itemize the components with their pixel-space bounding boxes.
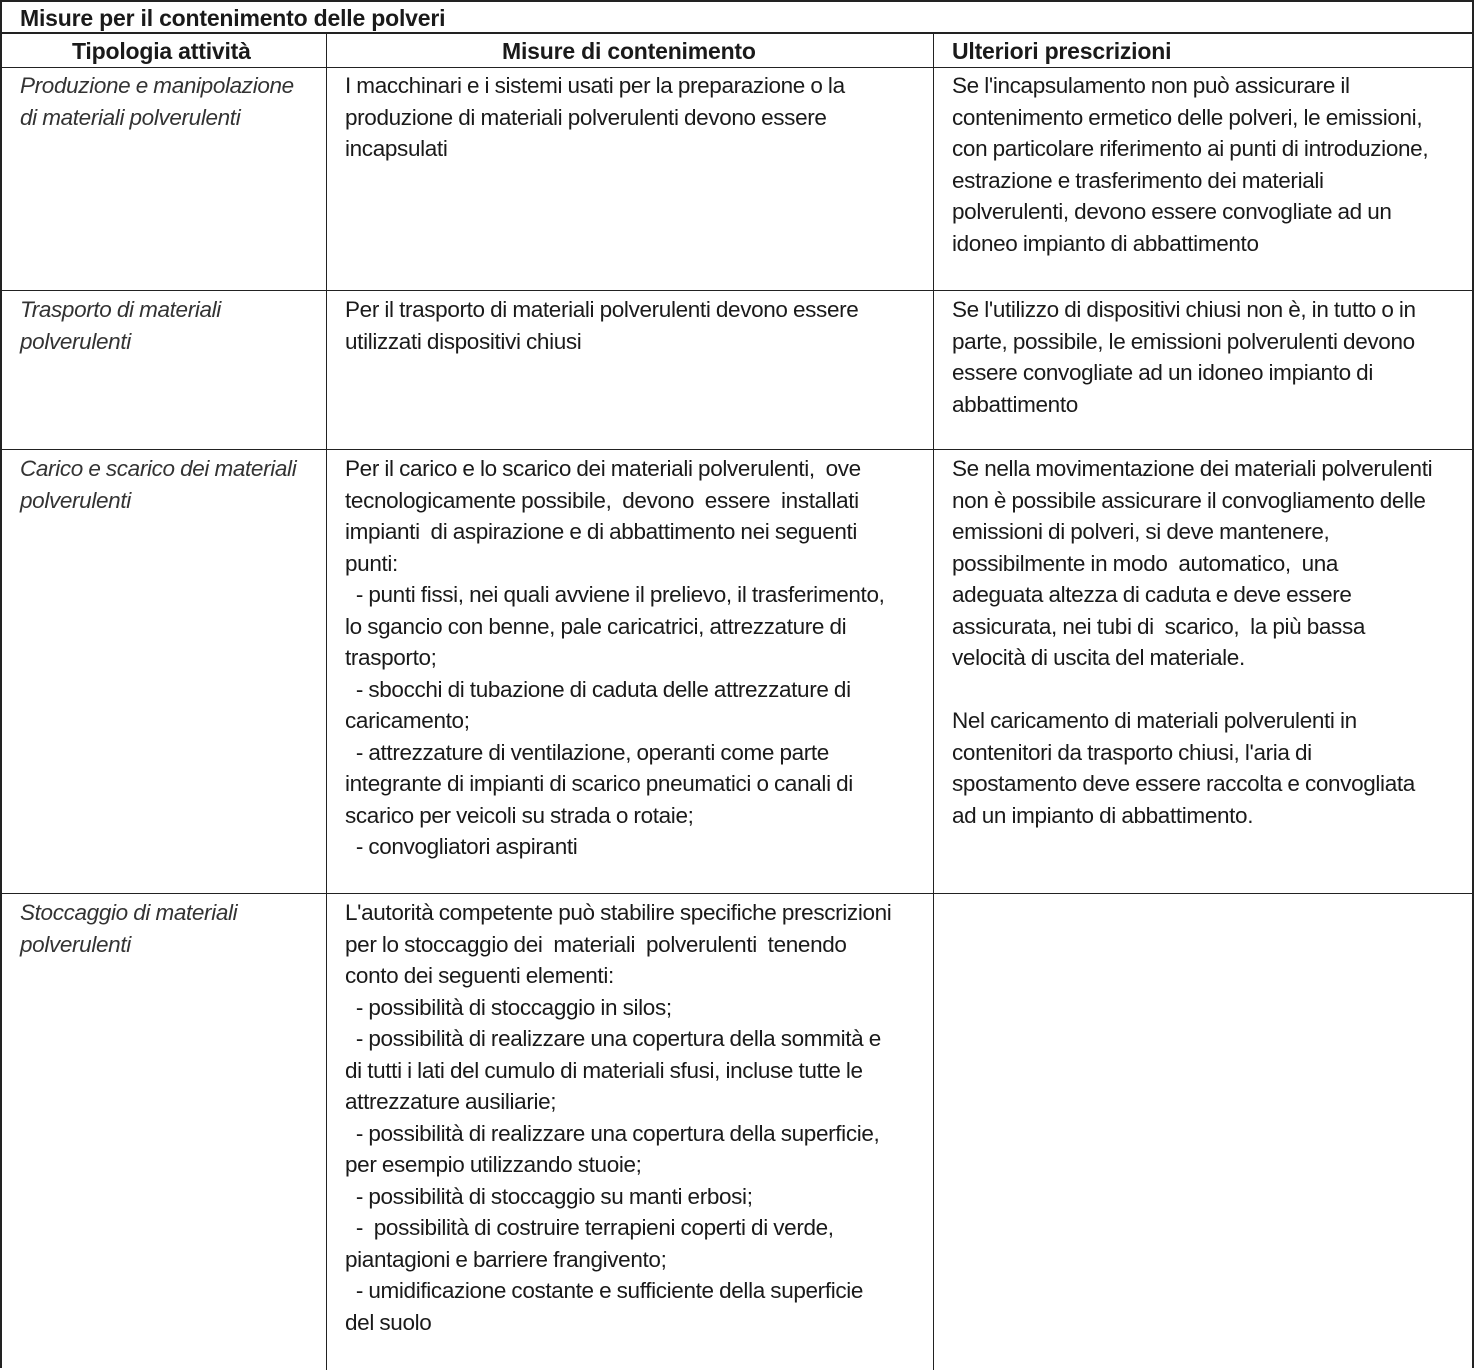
row1-tipologia: Produzione e manipolazione di materiali polverulenti bbox=[20, 73, 294, 130]
column-divider bbox=[326, 34, 327, 1370]
row-divider bbox=[2, 449, 1472, 450]
header-prescrizioni: Ulteriori prescrizioni bbox=[952, 38, 1172, 64]
header-misure: Misure di contenimento bbox=[502, 38, 756, 64]
column-divider bbox=[933, 34, 934, 1370]
row4-tipologia: Stoccaggio di materiali polverulenti bbox=[20, 900, 238, 957]
header-tipologia: Tipologia attività bbox=[72, 38, 251, 64]
row1-misure: I macchinari e i sistemi usati per la preparazione o la produzione di materiali polverulenti devono essere incapsulati bbox=[345, 73, 845, 161]
row2-misure: Per il trasporto di materiali polverulenti devono essere utilizzati dispositivi chiusi bbox=[345, 297, 859, 354]
row3-tipologia: Carico e scarico dei materiali polverulenti bbox=[20, 456, 297, 513]
table-header-row bbox=[2, 34, 1472, 68]
row-divider bbox=[2, 290, 1472, 291]
row3-misure: Per il carico e lo scarico dei materiali polverulenti, ove tecnologicamente possibile, devono essere installati impianti di aspirazione e di abbattimento nei seguenti punti: - punti fissi, nei quali avviene il prelievo, il trasferimento, lo sgancio con benne, pale caricatrici, attrezzature di trasporto; - sbocchi di tubazione di caduta delle attrezzature di caricamento; - attrezzature di ventilazione, operanti come parte integrante di impianti di scarico pneumatici o canali di scarico per veicoli su strada o rotaie; - convogliatori aspiranti bbox=[345, 456, 885, 859]
row1-prescrizioni: Se l'incapsulamento non può assicurare il contenimento ermetico delle polveri, le emissioni, con particolare riferimento ai punti di introduzione, estrazione e trasferimento dei materiali polverulenti, devono essere convogliate ad un idoneo impianto di abbattimento bbox=[952, 73, 1429, 256]
row2-tipologia: Trasporto di materiali polverulenti bbox=[20, 297, 221, 354]
row3-prescrizioni: Se nella movimentazione dei materiali polverulenti non è possibile assicurare il convogliamento delle emissioni di polveri, si deve mantenere, possibilmente in modo automatico, una adeguata altezza di caduta e deve essere assicurata, nei tubi di scarico, la più bassa velocità di uscita del materiale. Nel caricamento di materiali polverulenti in contenitori da trasporto chiusi, l'aria di spostamento deve essere raccolta e convogliata ad un impianto di abbattimento. bbox=[952, 456, 1433, 828]
table-caption: Misure per il contenimento delle polveri bbox=[2, 2, 1472, 34]
row2-prescrizioni: Se l'utilizzo di dispositivi chiusi non è, in tutto o in parte, possibile, le emissioni polverulenti devono essere convogliate ad un idoneo impianto di abbattimento bbox=[952, 297, 1416, 417]
row4-misure: L'autorità competente può stabilire specifiche prescrizioni per lo stoccaggio dei materiali polverulenti tenendo conto dei seguenti elementi: - possibilità di stoccaggio in silos; - possibilità di realizzare una copertura della sommità e di tutti i lati del cumulo di materiali sfusi, incluse tutte le attrezzature ausiliarie; - possibilità di realizzare una copertura della superficie, per esempio utilizzando stuoie; - possibilità di stoccaggio su manti erbosi; - possibilità di costruire terrapieni coperti di verde, piantagioni e barriere frangivento; - umidificazione costante e sufficiente della superficie del suolo bbox=[345, 900, 892, 1335]
row-divider bbox=[2, 893, 1472, 894]
